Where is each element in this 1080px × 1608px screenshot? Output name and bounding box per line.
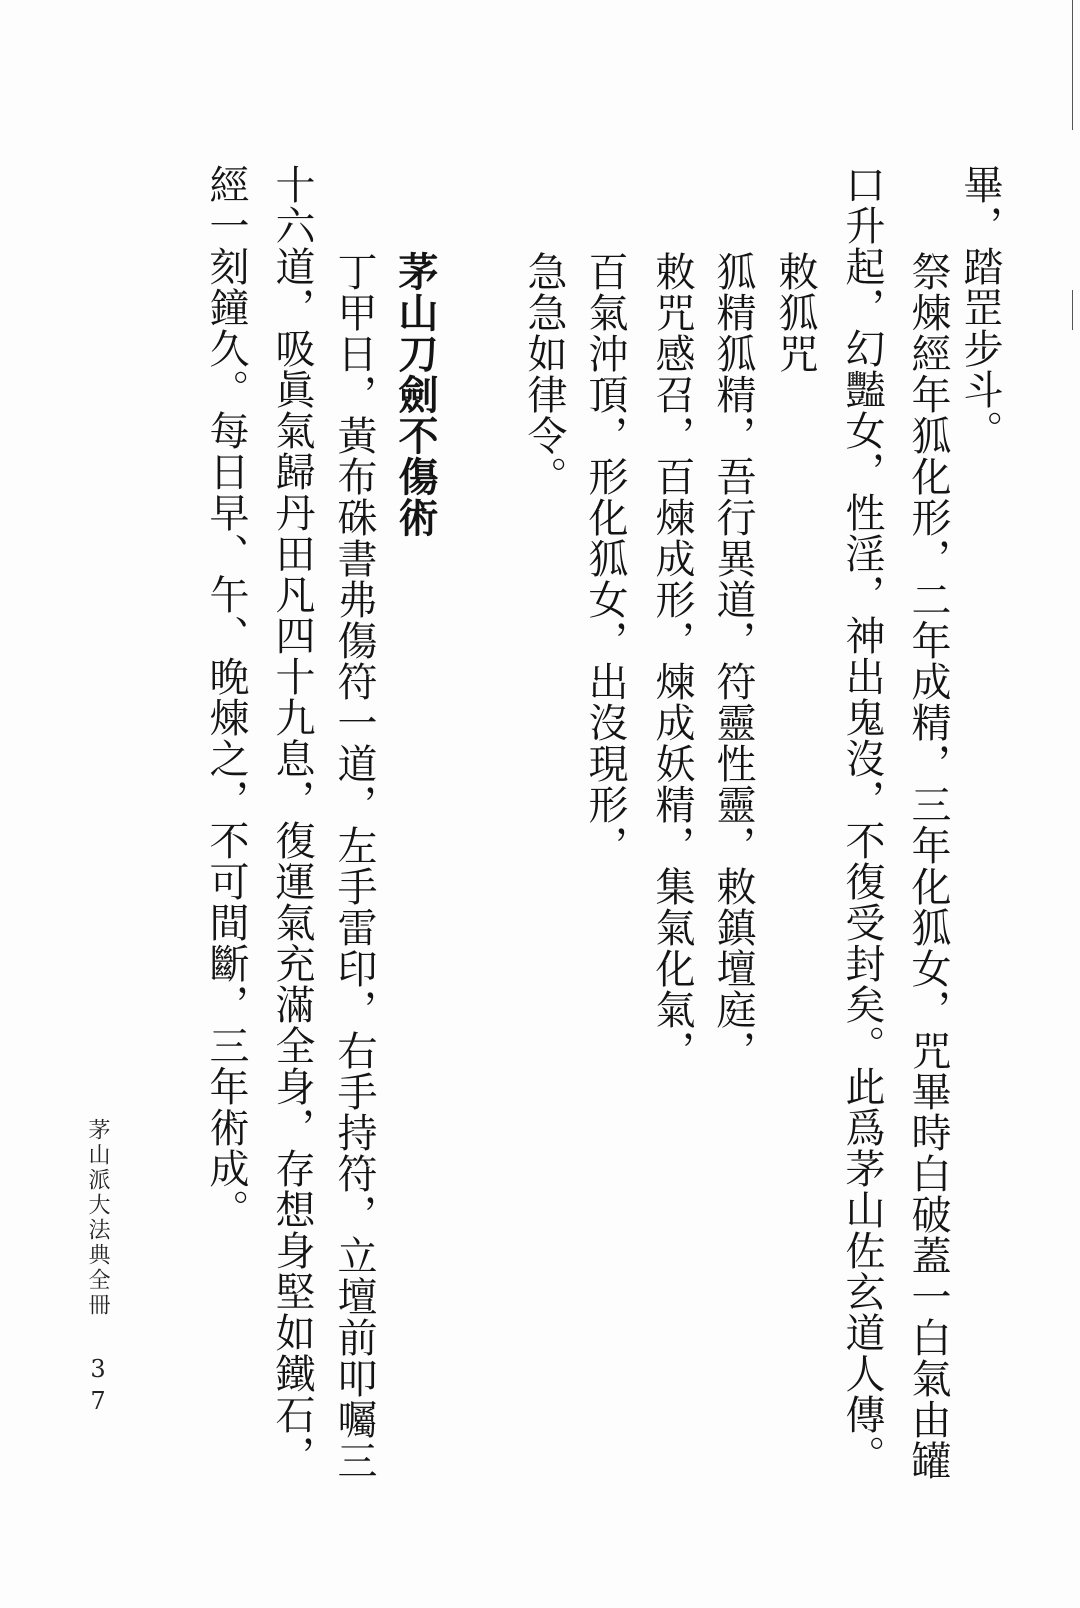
text-column: 祭煉經年狐化形，二年成精，三年化狐女，咒畢時白破蓋一白氣由罐 xyxy=(905,251,951,1481)
section-heading: 茅山刀劍不傷術 xyxy=(392,251,439,538)
text-column: 經一刻鐘久。每日早、午、晚煉之，不可間斷，三年術成。 xyxy=(203,164,249,1230)
page-number: 37 xyxy=(84,1355,112,1419)
text-column: 丁甲日，黃布硃書弗傷符一道，左手雷印，右手持符，立壇前叩囑三 xyxy=(331,251,377,1481)
scan-edge-mark xyxy=(1072,290,1073,330)
text-column: 畢，踏罡步斗。 xyxy=(957,164,1003,451)
spell-title: 敕狐咒 xyxy=(772,251,818,374)
scan-edge-mark xyxy=(1072,0,1073,130)
spell-line: 敕咒感召，百煉成形，煉成妖精，集氣化氣， xyxy=(649,251,695,1071)
spell-line: 狐精狐精，吾行異道，符靈性靈，敕鎮壇庭， xyxy=(710,251,756,1071)
running-footer-title: 茅山派大法典全冊 xyxy=(85,1118,110,1318)
spell-line: 百氣沖頂，形化狐女，出沒現形， xyxy=(582,251,628,866)
spell-line: 急急如律令。 xyxy=(521,251,567,497)
text-column: 口升起，幻豔女，性淫，神出鬼沒，不復受封矣。此爲茅山佐玄道人傳。 xyxy=(839,164,885,1476)
text-column: 十六道，吸眞氣歸丹田凡四十九息，復運氣充滿全身，存想身堅如鐵石， xyxy=(269,164,315,1476)
